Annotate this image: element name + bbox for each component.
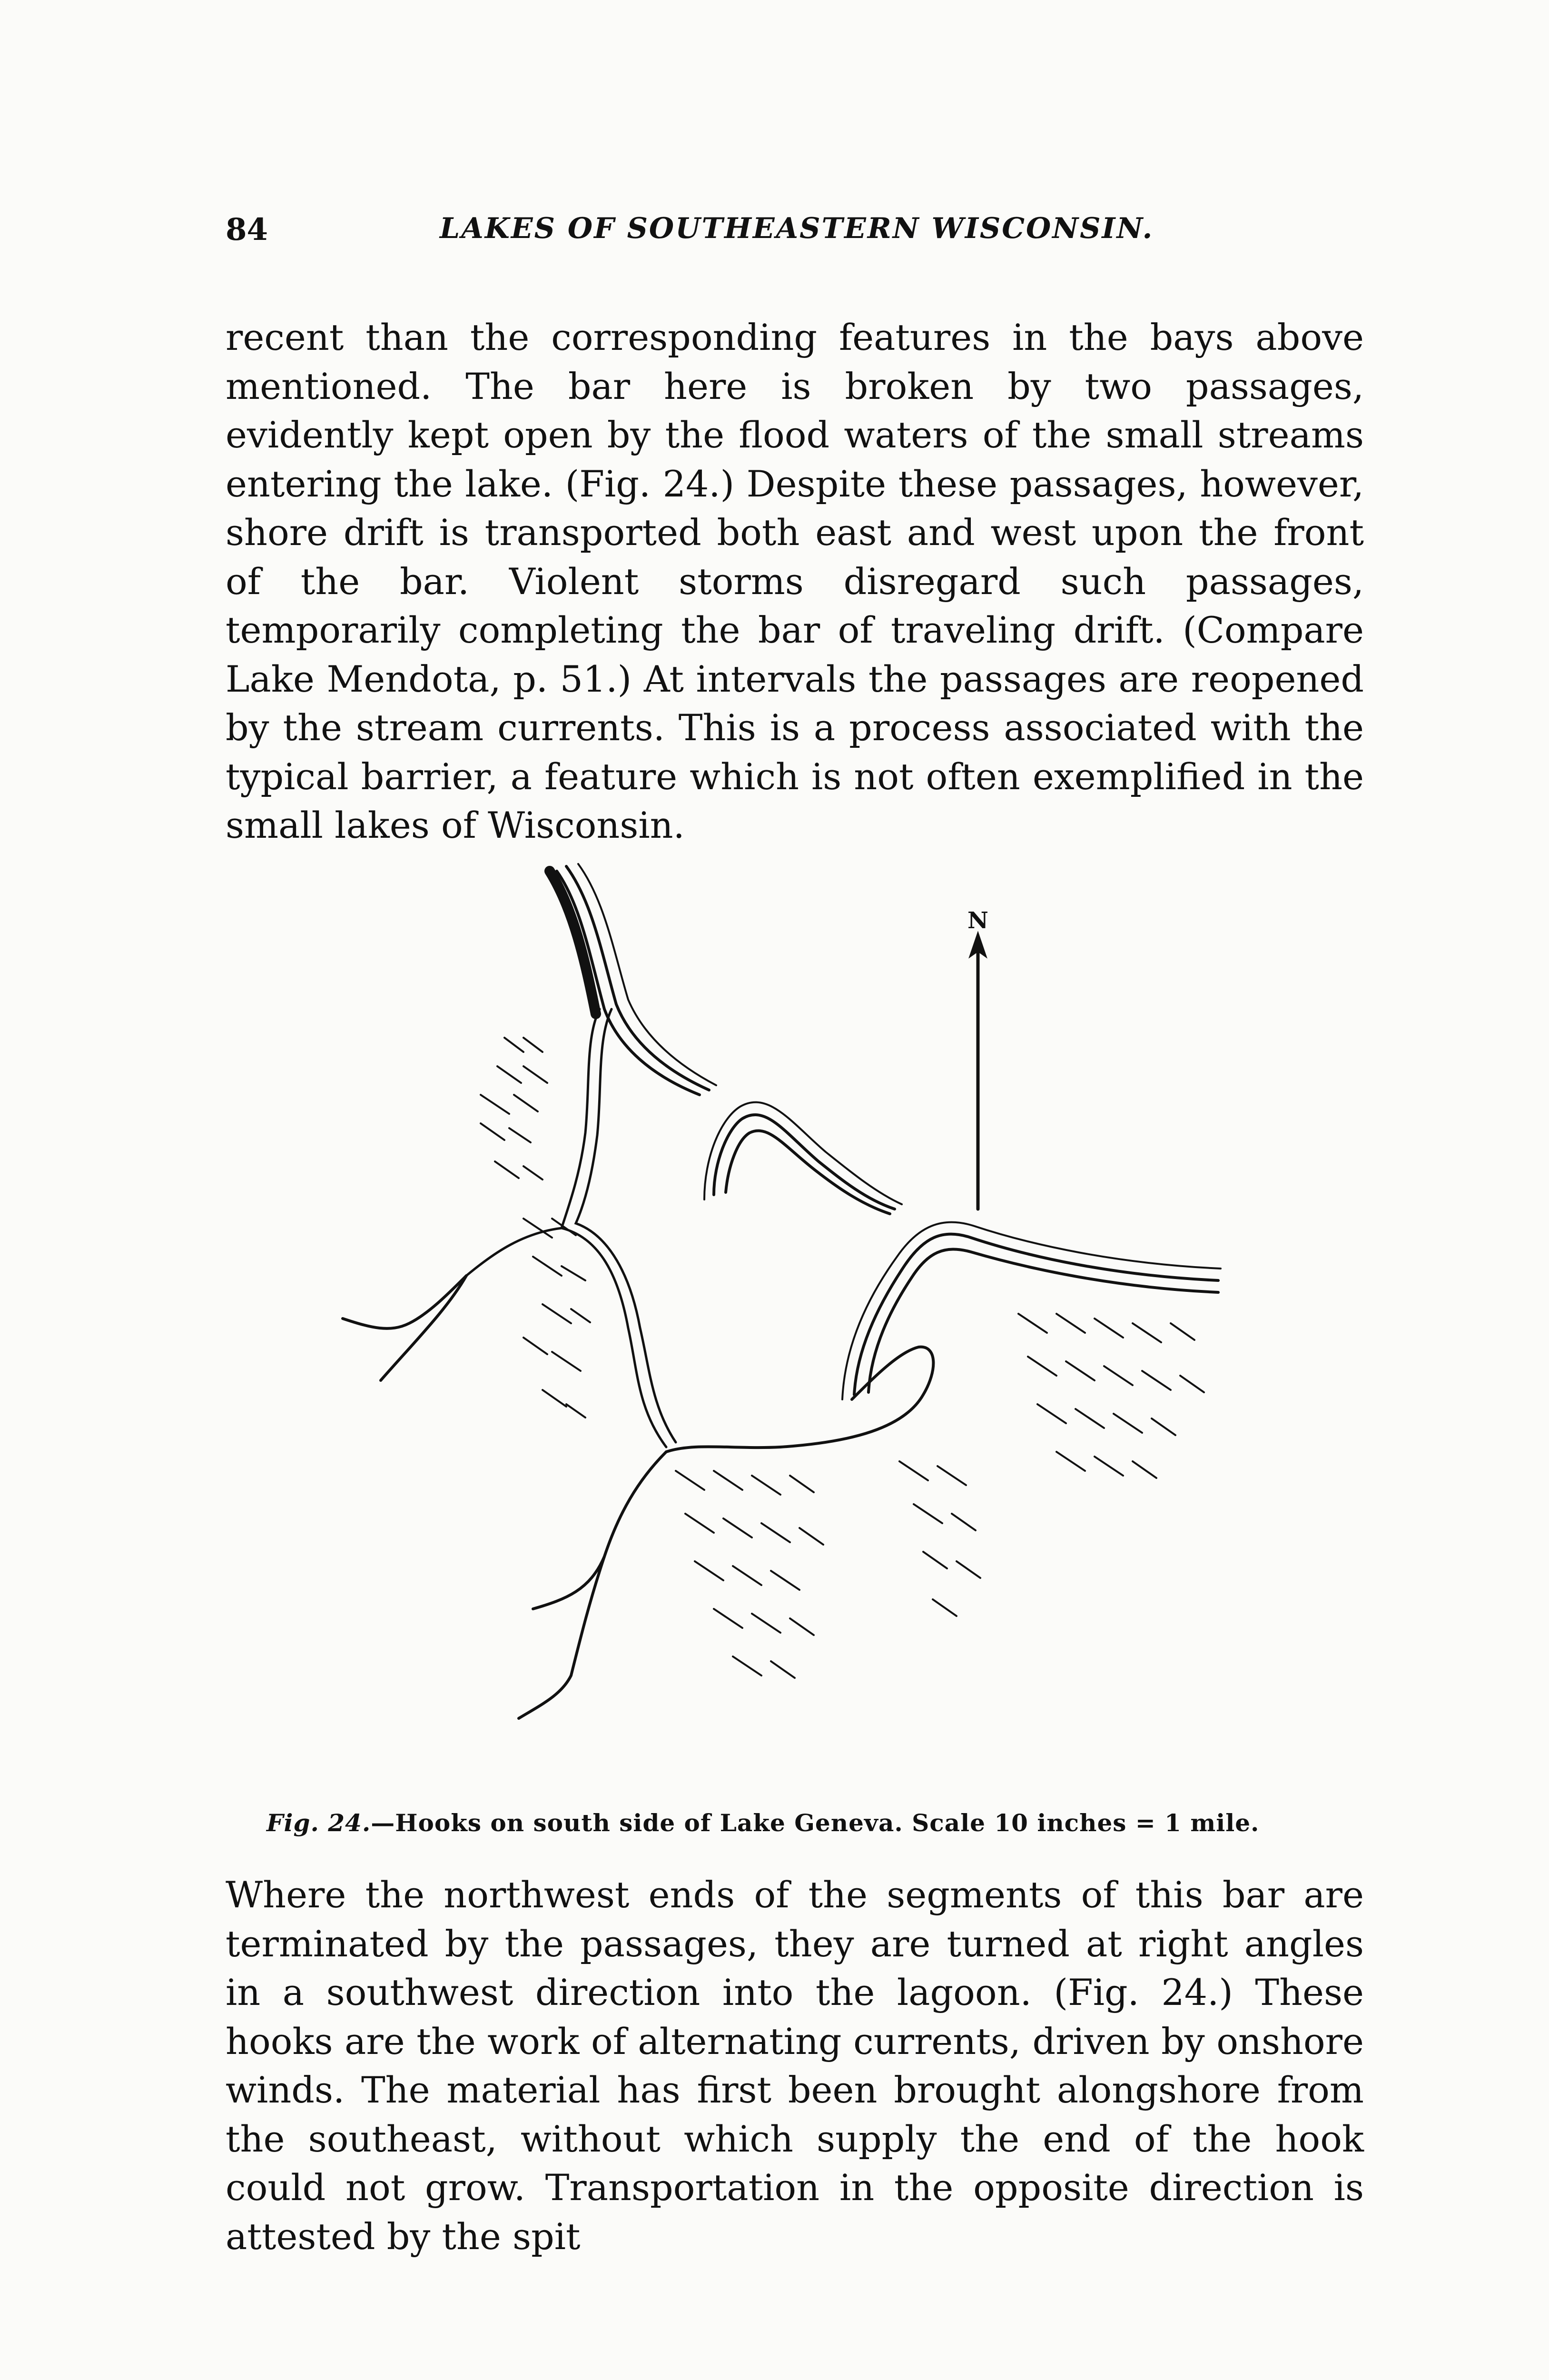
north-arrow-icon — [967, 907, 988, 1209]
running-head: LAKES OF SOUTHEASTERN WISCONSIN. — [440, 212, 1154, 245]
map-drawing — [257, 838, 1332, 1766]
paragraph-2: Where the northwest ends of the segments of this bar are terminated by the passages, they are turned at right angles in a southwest direction into the lagoon. (Fig. 24.) These hooks are the work of alternating currents, driven by onshore winds. The material has first been brought alongshore from the southeast, without which supply the end of the hook could not grow. Transportation in the opposite direction is attested by the spit — [226, 1874, 1364, 2258]
page-header — [226, 212, 1368, 255]
passage-channel — [466, 1009, 676, 1447]
paragraph-1: recent than the corresponding features in the bays above mentioned. The bar here is broken by two passages, evidently kept open by the flood waters of the small streams entering the lake. (Fig. 24.) Despite these passages, however, shore drift is transported both east and west upon the front of the bar. Violent storms disregard such passages, temporarily completing the bar of traveling drift. (Compare Lake Mendota, p. 51.) At intervals the passages are reopened by the stream currents. This is a process associated with the typical barrier, a feature which is not often exemplified in the small lakes of Wisconsin. — [226, 316, 1364, 846]
page-number: 84 — [226, 212, 268, 248]
north-label: N — [967, 907, 988, 934]
stream-lines — [343, 1276, 666, 1718]
northwest-spit — [550, 864, 716, 1095]
figure-caption — [266, 1809, 1332, 1837]
caption-label: Fig. 24. — [266, 1809, 371, 1837]
southeast-hook — [666, 1222, 1221, 1452]
figure-24-map — [257, 838, 1332, 1766]
middle-hook — [704, 1102, 902, 1214]
caption-text: —Hooks on south side of Lake Geneva. Scale 10 inches = 1 mile. — [371, 1809, 1260, 1837]
